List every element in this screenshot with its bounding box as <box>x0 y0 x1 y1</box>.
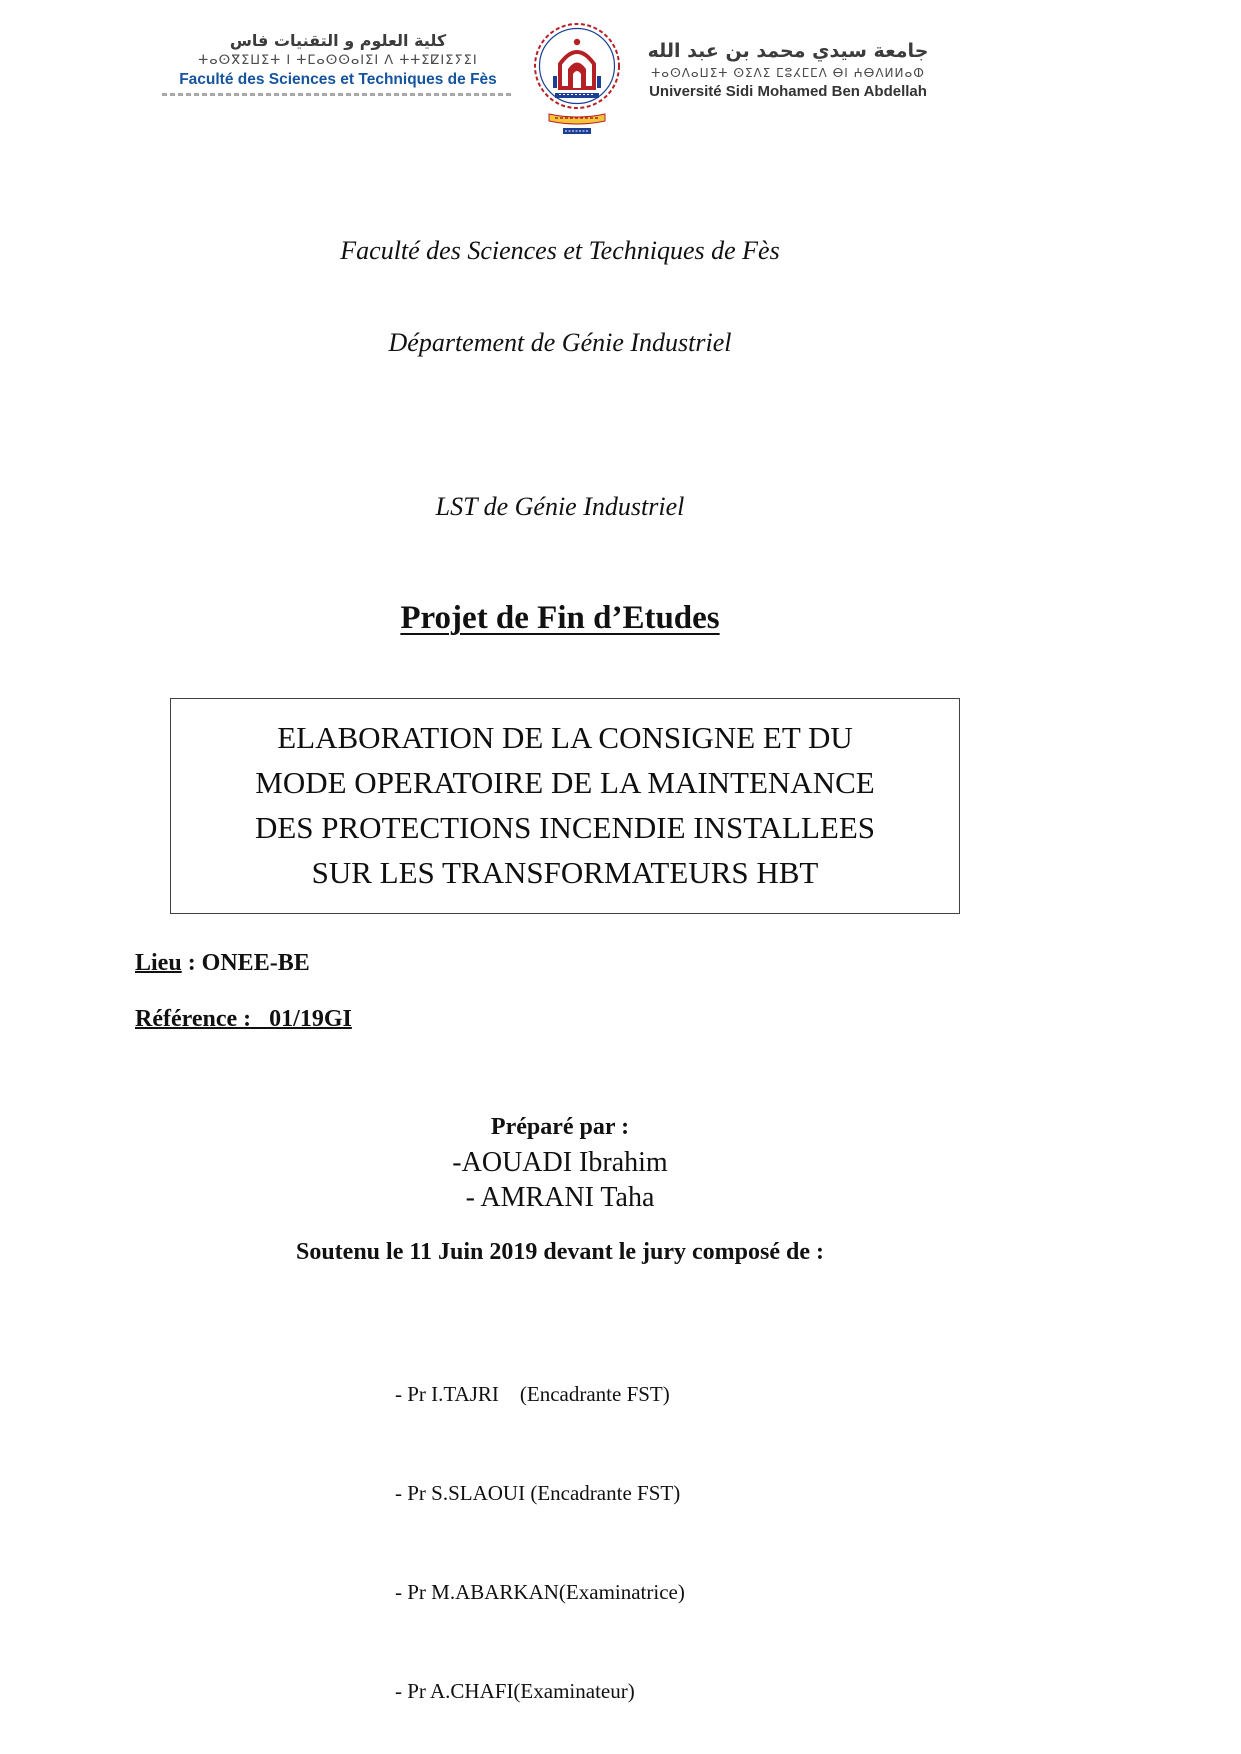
project-title-box <box>170 698 960 914</box>
defense-line: Soutenu le 11 Juin 2019 devant le jury composé de : <box>295 1239 825 1265</box>
project-title-line: DES PROTECTIONS INCENDIE INSTALLEES <box>254 810 876 845</box>
jury-member: - Pr M.ABARKAN(Examinatrice) <box>395 1580 685 1604</box>
project-title-line: MODE OPERATOIRE DE LA MAINTENANCE <box>255 765 875 800</box>
jury-list <box>395 1312 685 1754</box>
reference-line: Référence : 01/19GI <box>135 1006 352 1032</box>
header-faculty-block <box>152 30 524 96</box>
lieu-value: : ONEE-BE <box>181 950 310 976</box>
faculty-line: Faculté des Sciences et Techniques de Fès <box>340 236 780 265</box>
department-line: Département de Génie Industriel <box>388 328 732 357</box>
header-university-block <box>638 38 938 102</box>
jury-member: - Pr A.CHAFI(Examinateur) <box>395 1679 635 1703</box>
faculty-name-french: Faculté des Sciences et Techniques de Fès <box>179 71 497 88</box>
jury-member: - Pr S.SLAOUI (Encadrante FST) <box>395 1481 681 1505</box>
prepared-by-label: Préparé par : <box>490 1114 630 1140</box>
program-line: LST de Génie Industriel <box>435 492 685 521</box>
author-name: -AOUADI Ibrahim <box>452 1147 668 1178</box>
project-title-line: SUR LES TRANSFORMATEURS HBT <box>311 855 819 890</box>
faculty-name-arabic: كلية العلوم و التقنيات فاس <box>229 31 447 50</box>
author-name: - AMRANI Taha <box>465 1182 655 1213</box>
header-divider <box>162 93 514 96</box>
university-name-french: Université Sidi Mohamed Ben Abdellah <box>649 83 927 100</box>
university-emblem-icon <box>533 20 621 144</box>
university-logo <box>533 20 621 144</box>
university-name-arabic: جامعة سيدي محمد بن عبد الله <box>647 40 929 62</box>
project-title-line: ELABORATION DE LA CONSIGNE ET DU <box>277 720 853 755</box>
lieu-line <box>135 950 310 977</box>
faculty-name-tifinagh: ⵜⴰⵙⴳⵉⵡⵉⵜ ⵏ ⵜⵎⴰⵙⵙⴰⵏⵉⵏ ⴷ ⵜⵜⵉⵇⵏⵉⵢⵉⵏ <box>198 53 478 68</box>
university-name-tifinagh: ⵜⴰⵙⴷⴰⵡⵉⵜ ⵙⵉⴷⵉ ⵎⵓⵃⵎⵎⴷ ⴱⵏ ⵄⴱⴷⵍⵍⴰⵀ <box>651 66 925 80</box>
document-title: Projet de Fin d’Etudes <box>400 600 720 636</box>
lieu-label: Lieu <box>135 950 182 976</box>
jury-member: - Pr I.TAJRI (Encadrante FST) <box>395 1382 670 1406</box>
